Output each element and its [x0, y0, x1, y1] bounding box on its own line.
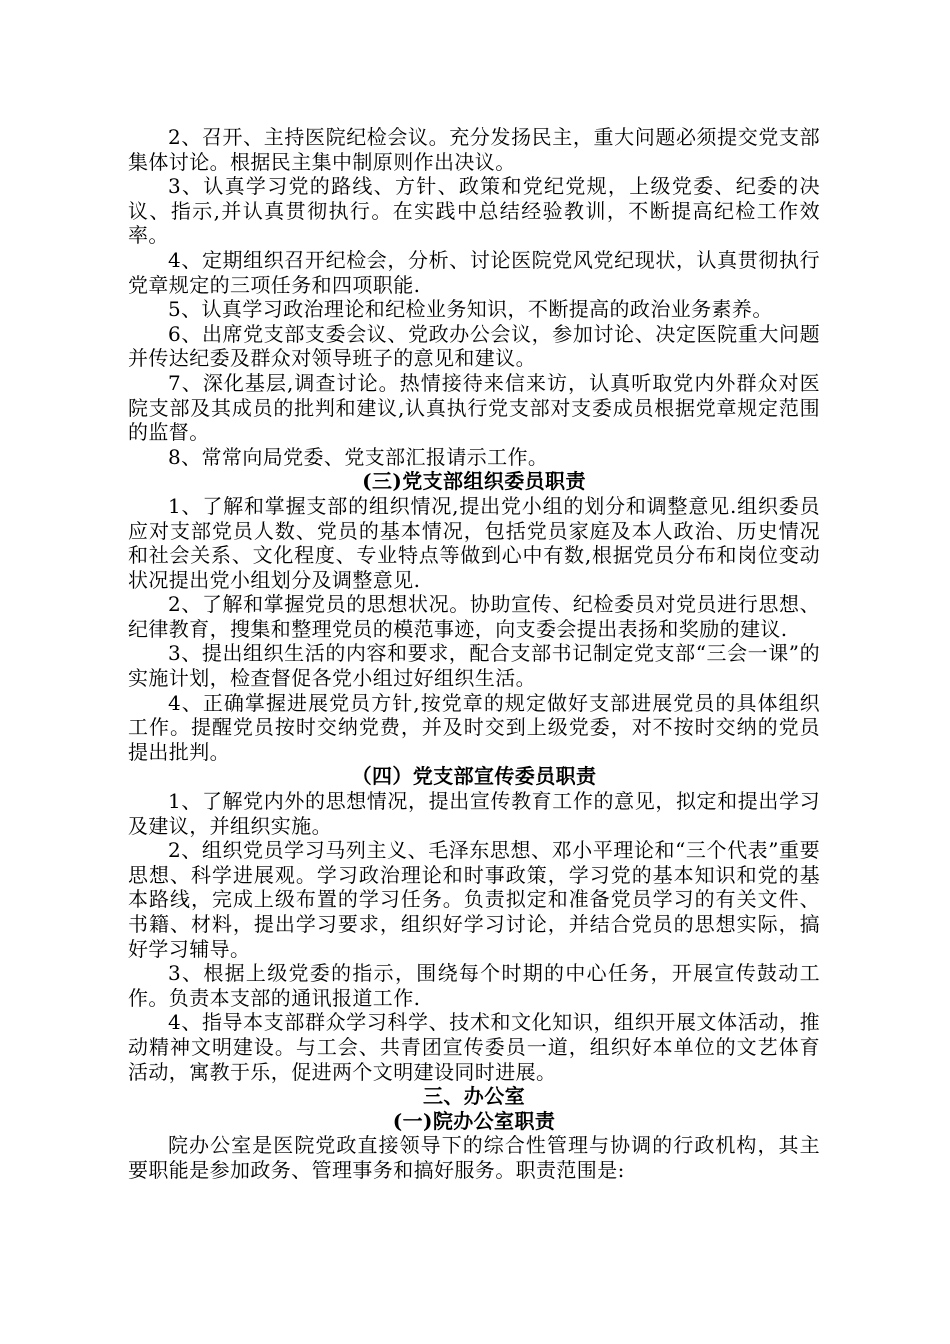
section-heading-office-duties: (一)院办公室职责: [392, 1108, 556, 1133]
paragraph-propaganda-4: 4、指导本支部群众学习科学、技术和文化知识，组织开展文体活动，推动精神文明建设。与工会、共青团宣传委员一道，组织好本单位的文艺体育活动，寓教于乐，促进两个文明建设同时进展。: [128, 1010, 820, 1084]
section-heading-propaganda: （四）党支部宣传委员职责: [351, 764, 597, 789]
paragraph-propaganda-1: 1、了解党内外的思想情况，提出宣传教育工作的意见，拟定和提出学习及建议，并组织实施。: [128, 789, 820, 838]
paragraph-discipline-3: 3、认真学习党的路线、方针、政策和党纪党规，上级党委、纪委的决议、指示,并认真贯彻执行。在实践中总结经验教训，不断提高纪检工作效率。: [128, 174, 820, 248]
paragraph-discipline-4: 4、定期组织召开纪检会，分析、讨论医院党风党纪现状，认真贯彻执行党章规定的三项任务和四项职能.: [128, 247, 820, 297]
paragraph-organization-2: 2、了解和掌握党员的思想状况。协助宣传、纪检委员对党员进行思想、纪律教育，搜集和整理党员的模范事迹，向支委会提出表扬和奖励的建议.: [128, 592, 820, 641]
paragraph-discipline-8: 8、常常向局党委、党支部汇报请示工作。: [168, 444, 549, 469]
paragraph-discipline-7: 7、深化基层,调查讨论。热情接待来信来访，认真听取党内外群众对医院支部及其成员的批判和建议,认真执行党支部对支委成员根据党章规定范围的监督。: [128, 370, 820, 445]
section-heading-organization: (三)党支部组织委员职责: [362, 469, 586, 494]
paragraph-propaganda-2: 2、组织党员学习马列主义、毛泽东思想、邓小平理论和“三个代表”重要思想、科学进展观。学习政治理论和时事政策，学习党的基本知识和党的基本路线，完成上级布置的学习任务。负责拟定和准备党员学习的有关文件、书籍、材料，提出学习要求，组织好学习讨论，并结合党员的思想实际，搞好学习辅导。: [128, 838, 820, 961]
paragraph-discipline-6: 6、出席党支部支委会议、党政办公会议，参加讨论、决定医院重大问题并传达纪委及群众对领导班子的意见和建议。: [128, 321, 820, 371]
paragraph-organization-3: 3、提出组织生活的内容和要求，配合支部书记制定党支部“三会一课”的实施计划，检查督促各党小组过好组织生活。: [128, 641, 820, 691]
paragraph-organization-1: 1、了解和掌握支部的组织情况,提出党小组的划分和调整意见.组织委员应对支部党员人数、党员的基本情况，包括党员家庭及本人政治、历史情况和社会关系、文化程度、专业特点等做到心中有数,根据党员分布和岗位变动状况提出党小组划分及调整意见.: [128, 493, 820, 592]
paragraph-discipline-5: 5、认真学习政治理论和纪检业务知识，不断提高的政治业务素养。: [168, 297, 773, 322]
chapter-heading-office: 三、办公室: [423, 1084, 525, 1109]
paragraph-propaganda-3: 3、根据上级党委的指示，围绕每个时期的中心任务，开展宣传鼓动工作。负责本支部的通讯报道工作.: [128, 961, 820, 1010]
paragraph-discipline-2: 2、召开、主持医院纪检会议。充分发扬民主，重大问题必须提交党支部集体讨论。根据民主集中制原则作出决议。: [128, 125, 820, 174]
paragraph-organization-4: 4、正确掌握进展党员方针,按党章的规定做好支部进展党员的具体组织工作。提醒党员按时交纳党费，并及时交到上级党委，对不按时交纳的党员提出批判。: [128, 690, 820, 764]
document-body: [128, 125, 820, 1183]
paragraph-office-intro: 院办公室是医院党政直接领导下的综合性管理与协调的行政机构，其主要职能是参加政务、管理事务和搞好服务。职责范围是:: [128, 1133, 820, 1182]
